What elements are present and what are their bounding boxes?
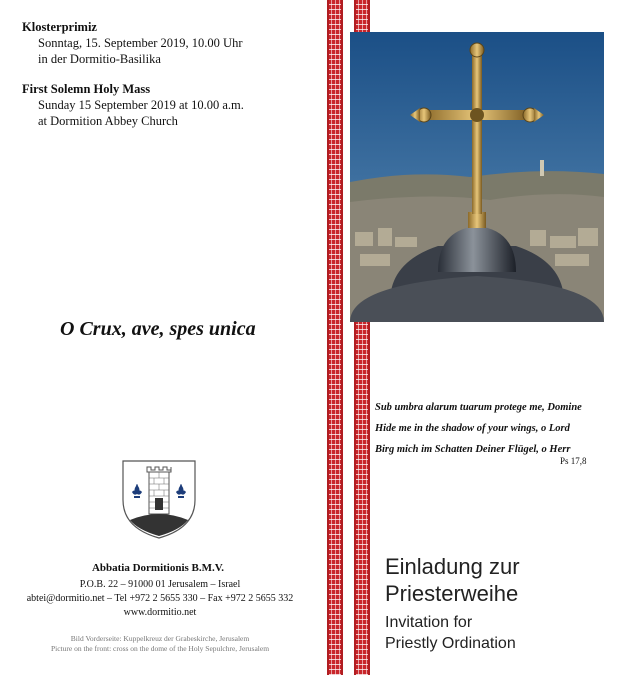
invitation-german-line: Einladung zur [385,554,520,579]
abbey-phone-email: abtei@dormitio.net – Tel +972 2 5655 330 – Fax +972 2 5655 332 [26,592,294,604]
psalm-latin: Sub umbra alarum tuarum protege me, Domine [375,402,582,413]
abbey-crest-icon [120,458,198,540]
invitation-english-line: Invitation for [385,614,473,631]
event-line: in der Dormitio-Basilika [38,52,161,66]
credit-german: Bild Vorderseite: Kuppelkreuz der Grabeskirche, Jerusalem [70,634,250,643]
invitation-german-line: Priesterweihe [385,581,519,606]
invitation-title-english [385,612,516,654]
event-line: Sunday 15 September 2019 at 10.00 a.m. [38,98,244,112]
motto: O Crux, ave, spes unica [60,318,256,340]
abbey-address: P.O.B. 22 – 91000 01 Jerusalem – Israel [79,579,241,590]
psalm-reference: Ps 17,8 [560,456,587,466]
image-credit [20,634,300,654]
event-title: Klosterprimiz [22,20,97,34]
event-first-mass [22,82,244,129]
abbey-contact [20,578,300,605]
event-title: First Solemn Holy Mass [22,82,151,96]
event-line: at Dormition Abbey Church [38,114,178,128]
cover-photo [350,32,604,322]
event-klosterprimiz [22,20,243,67]
invitation-english-line: Priestly Ordination [385,635,516,652]
abbey-name: Abbatia Dormitionis B.M.V. [91,562,225,574]
psalm-english: Hide me in the shadow of your wings, o Lord [375,423,570,434]
ornament-band-left [327,0,343,675]
psalm-german: Birg mich im Schatten Deiner Flügel, o Herr [375,444,571,455]
event-line: Sonntag, 15. September 2019, 10.00 Uhr [38,36,243,50]
abbey-website: www.dormitio.net [123,607,197,618]
credit-english: Picture on the front: cross on the dome of the Holy Sepulchre, Jerusalem [50,644,270,653]
psalm-verse [375,397,610,460]
invitation-title-german [385,553,520,607]
